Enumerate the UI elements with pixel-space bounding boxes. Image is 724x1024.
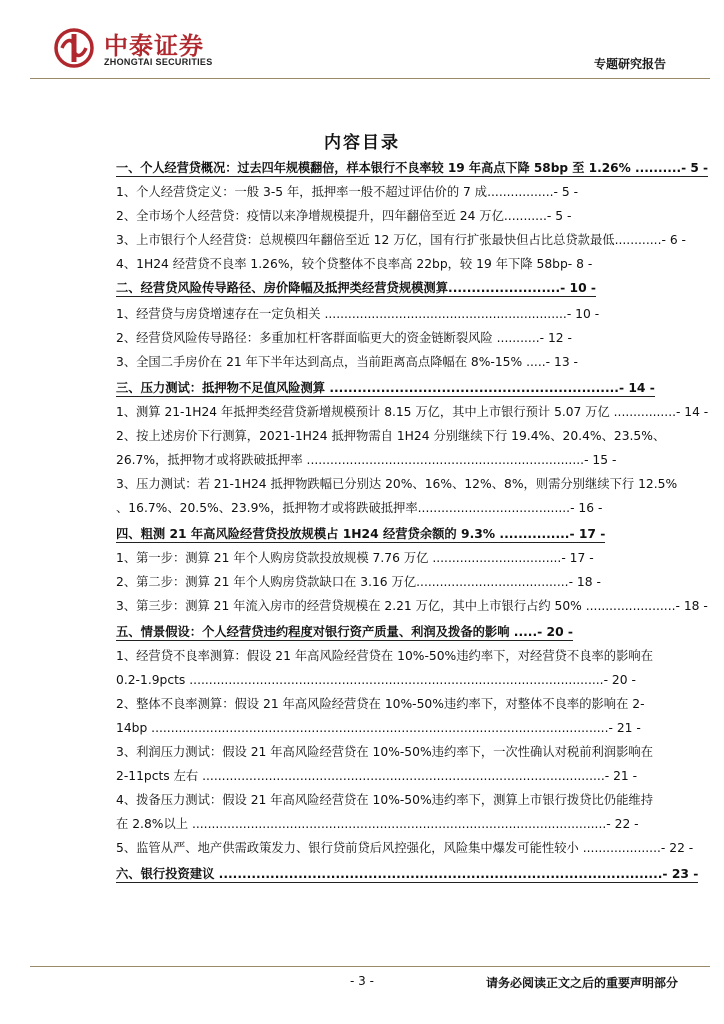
- toc-subsection-entry[interactable]: 1、第一步：测算 21 年个人购房贷款投放规模 7.76 万亿 .................................- 17 -: [116, 551, 594, 565]
- logo-chinese-name: 中泰证券: [104, 32, 204, 60]
- toc-section-entry[interactable]: 三、压力测试：抵押物不足值风险测算 ..............................................................- 14 -: [116, 381, 655, 395]
- page-header: [0, 0, 724, 80]
- report-type-label: 专题研究报告: [593, 57, 666, 71]
- header-divider: [30, 78, 710, 79]
- toc-subsection-entry[interactable]: 2、按上述房价下行测算，2021-1H24 抵押物需自 1H24 分别继续下行 19.4%、20.4%、23.5%、: [116, 429, 666, 443]
- toc-subsection-entry[interactable]: 2-11pcts 左右 .......................................................................................................- 21 -: [116, 769, 638, 783]
- toc-subsection-entry[interactable]: 14bp .....................................................................................................................- 21 -: [116, 721, 641, 735]
- toc-subsection-entry[interactable]: 2、经营贷风险传导路径：多重加杠杆客群面临更大的资金链断裂风险 ...........- 12 -: [116, 331, 572, 345]
- page-number: - 3 -: [350, 974, 374, 988]
- toc-section-entry[interactable]: 五、情景假设：个人经营贷违约程度对银行资产质量、利润及拨备的影响 .....- 20 -: [116, 625, 574, 639]
- toc-subsection-entry[interactable]: 、16.7%、20.5%、23.9%，抵押物才或将跌破抵押率.......................................- 16 -: [116, 501, 603, 515]
- zhongtai-logo-icon: [54, 28, 94, 68]
- toc-section-underline: [116, 640, 573, 641]
- toc-section-underline: [116, 882, 698, 883]
- toc-section-entry[interactable]: 四、粗测 21 年高风险经营贷投放规模占 1H24 经营贷余额的 9.3% ...............- 17 -: [116, 527, 606, 541]
- toc-section-entry[interactable]: 二、经营贷风险传导路径、房价降幅及抵押类经营贷规模测算........................- 10 -: [116, 281, 597, 295]
- toc-section-underline: [116, 542, 605, 543]
- toc-subsection-entry[interactable]: 在 2.8%以上 ..........................................................................................................- 22 -: [116, 817, 639, 831]
- toc-subsection-entry[interactable]: 3、压力测试：若 21-1H24 抵押物跌幅已分别达 20%、16%、12%、8%，则需分别继续下行 12.5%: [116, 477, 678, 491]
- toc-subsection-entry[interactable]: 3、上市银行个人经营贷：总规模四年翻倍至近 12 万亿，国有行扩张最快但占比总贷款最低............- 6 -: [116, 233, 686, 247]
- toc-subsection-entry[interactable]: 5、监管从严、地产供需政策发力、银行贷前贷后风控强化，风险集中爆发可能性较小 ....................- 22 -: [116, 841, 694, 855]
- toc-subsection-entry[interactable]: 4、拨备压力测试：假设 21 年高风险经营贷在 10%-50%违约率下，测算上市银行拨贷比仍能维持: [116, 793, 653, 807]
- toc-subsection-entry[interactable]: 26.7%，抵押物才或将跌破抵押率 .......................................................................- 15 -: [116, 453, 617, 467]
- toc-section-underline: [116, 176, 708, 177]
- toc-subsection-entry[interactable]: 2、全市场个人经营贷：疫情以来净增规模提升，四年翻倍至近 24 万亿...........- 5 -: [116, 209, 572, 223]
- logo-english-name: ZHONGTAI SECURITIES: [104, 57, 213, 67]
- toc-subsection-entry[interactable]: 2、第二步：测算 21 年个人购房贷款缺口在 3.16 万亿.......................................- 18 -: [116, 575, 601, 589]
- toc-section-underline: [116, 396, 655, 397]
- toc-subsection-entry[interactable]: 1、经营贷不良率测算：假设 21 年高风险经营贷在 10%-50%违约率下，对经营贷不良率的影响在: [116, 649, 653, 663]
- toc-subsection-entry[interactable]: 3、第三步：测算 21 年流入房市的经营贷规模在 2.21 万亿，其中上市银行占约 50% .......................- 18 -: [116, 599, 708, 613]
- disclaimer-note: 请务必阅读正文之后的重要声明部分: [485, 976, 678, 990]
- footer-divider: [30, 966, 710, 967]
- toc-section-entry[interactable]: 一、个人经营贷概况：过去四年规模翻倍，样本银行不良率较 19 年高点下降 58bp 至 1.26% ..........- 5 -: [116, 161, 709, 175]
- toc-section-entry[interactable]: 六、银行投资建议 ...............................................................................................- 23 -: [116, 867, 699, 881]
- toc-subsection-entry[interactable]: 0.2-1.9pcts ..........................................................................................................- 20 -: [116, 673, 636, 687]
- toc-subsection-entry[interactable]: 1、个人经营贷定义：一般 3-5 年，抵押率一般不超过评估价的 7 成.................- 5 -: [116, 185, 579, 199]
- toc-section-underline: [116, 296, 596, 297]
- toc-subsection-entry[interactable]: 4、1H24 经营贷不良率 1.26%，较个贷整体不良率高 22bp，较 19 年下降 58bp- 8 -: [116, 257, 593, 271]
- toc-title: 内容目录: [324, 133, 400, 153]
- toc-subsection-entry[interactable]: 1、测算 21-1H24 年抵押类经营贷新增规模预计 8.15 万亿，其中上市银行预计 5.07 万亿 ................- 14 -: [116, 405, 709, 419]
- toc-subsection-entry[interactable]: 2、整体不良率测算：假设 21 年高风险经营贷在 10%-50%违约率下，对整体不良率的影响在 2-: [116, 697, 645, 711]
- toc-subsection-entry[interactable]: 3、利润压力测试：假设 21 年高风险经营贷在 10%-50%违约率下，一次性确认对税前利润影响在: [116, 745, 653, 759]
- toc-subsection-entry[interactable]: 3、全国二手房价在 21 年下半年达到高点，当前距离高点降幅在 8%-15% .....- 13 -: [116, 355, 578, 369]
- toc-subsection-entry[interactable]: 1、经营贷与房贷增速存在一定负相关 ..............................................................- 10 -: [116, 307, 600, 321]
